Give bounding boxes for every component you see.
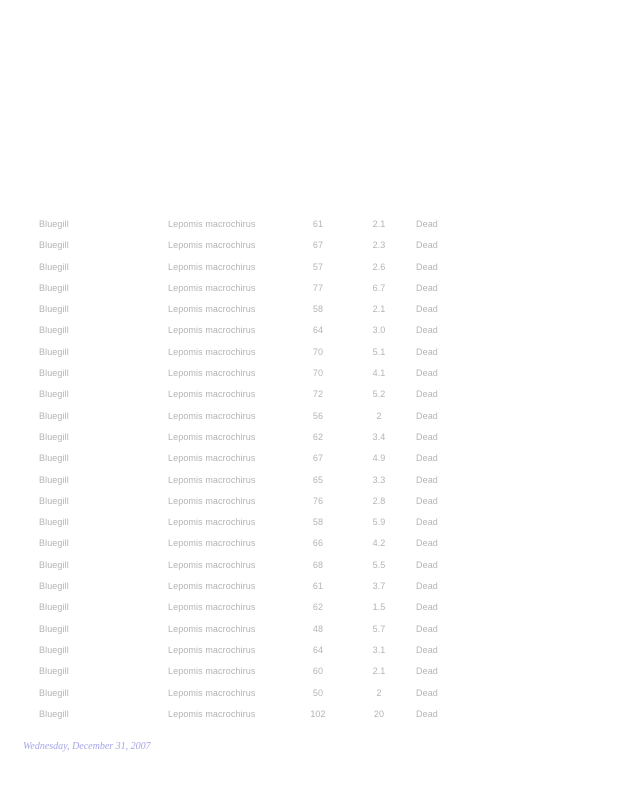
scientific-name-cell: Lepomis macrochirus xyxy=(168,538,256,549)
scientific-name-cell: Lepomis macrochirus xyxy=(168,666,256,677)
weight-cell: 1.5 xyxy=(372,602,386,613)
common-name-cell: Bluegill xyxy=(39,453,69,464)
status-cell: Dead xyxy=(416,304,438,315)
common-name-cell: Bluegill xyxy=(39,219,69,229)
table-row xyxy=(0,447,618,468)
table-row xyxy=(0,256,618,277)
scientific-name-cell: Lepomis macrochirus xyxy=(168,687,256,698)
scientific-name-cell: Lepomis macrochirus xyxy=(168,304,256,315)
length-cell: 67 xyxy=(312,240,324,251)
common-name-cell: Bluegill xyxy=(39,559,69,570)
table-row xyxy=(0,405,618,426)
common-name-cell: Bluegill xyxy=(39,581,69,592)
common-name-cell: Bluegill xyxy=(39,708,69,719)
scientific-name-cell: Lepomis macrochirus xyxy=(168,431,256,442)
scientific-name-cell: Lepomis macrochirus xyxy=(168,602,256,613)
table-row xyxy=(0,618,618,639)
weight-cell: 2.8 xyxy=(372,495,386,506)
length-cell: 68 xyxy=(312,559,324,570)
weight-cell: 4.1 xyxy=(372,368,386,379)
scientific-name-cell: Lepomis macrochirus xyxy=(168,644,256,655)
status-cell: Dead xyxy=(416,410,438,421)
status-cell: Dead xyxy=(416,602,438,613)
table-row xyxy=(0,383,618,404)
status-cell: Dead xyxy=(416,666,438,677)
length-cell: 67 xyxy=(312,453,324,464)
weight-cell: 2 xyxy=(376,687,382,698)
table-row xyxy=(0,234,618,255)
status-cell: Dead xyxy=(416,389,438,400)
common-name-cell: Bluegill xyxy=(39,304,69,315)
table-row xyxy=(0,682,618,703)
length-cell: 57 xyxy=(312,261,324,272)
length-cell: 102 xyxy=(310,708,326,719)
table-row xyxy=(0,213,618,234)
weight-cell: 2 xyxy=(376,410,382,421)
length-cell: 60 xyxy=(312,666,324,677)
scientific-name-cell: Lepomis macrochirus xyxy=(168,261,256,272)
scientific-name-cell: Lepomis macrochirus xyxy=(168,240,256,251)
scientific-name-cell: Lepomis macrochirus xyxy=(168,368,256,379)
status-cell: Dead xyxy=(416,644,438,655)
common-name-cell: Bluegill xyxy=(39,517,69,528)
weight-cell: 2.1 xyxy=(372,219,386,229)
common-name-cell: Bluegill xyxy=(39,666,69,677)
weight-cell: 20 xyxy=(373,708,385,719)
length-cell: 58 xyxy=(312,517,324,528)
length-cell: 62 xyxy=(312,431,324,442)
common-name-cell: Bluegill xyxy=(39,538,69,549)
length-cell: 58 xyxy=(312,304,324,315)
common-name-cell: Bluegill xyxy=(39,261,69,272)
scientific-name-cell: Lepomis macrochirus xyxy=(168,708,256,719)
weight-cell: 2.6 xyxy=(372,261,386,272)
scientific-name-cell: Lepomis macrochirus xyxy=(168,282,256,293)
status-cell: Dead xyxy=(416,687,438,698)
weight-cell: 3.7 xyxy=(372,581,386,592)
length-cell: 48 xyxy=(312,623,324,634)
footer-date: Wednesday, December 31, 2007 xyxy=(23,741,151,752)
scientific-name-cell: Lepomis macrochirus xyxy=(168,559,256,570)
weight-cell: 4.9 xyxy=(372,453,386,464)
common-name-cell: Bluegill xyxy=(39,389,69,400)
table-row xyxy=(0,319,618,340)
weight-cell: 2.1 xyxy=(372,304,386,315)
common-name-cell: Bluegill xyxy=(39,368,69,379)
length-cell: 76 xyxy=(312,495,324,506)
length-cell: 61 xyxy=(312,219,324,229)
weight-cell: 5.2 xyxy=(372,389,386,400)
common-name-cell: Bluegill xyxy=(39,602,69,613)
status-cell: Dead xyxy=(416,431,438,442)
status-cell: Dead xyxy=(416,474,438,485)
table-row xyxy=(0,298,618,319)
table-row xyxy=(0,639,618,660)
status-cell: Dead xyxy=(416,261,438,272)
status-cell: Dead xyxy=(416,495,438,506)
status-cell: Dead xyxy=(416,623,438,634)
status-cell: Dead xyxy=(416,581,438,592)
length-cell: 72 xyxy=(312,389,324,400)
status-cell: Dead xyxy=(416,240,438,251)
table-row xyxy=(0,277,618,298)
status-cell: Dead xyxy=(416,708,438,719)
length-cell: 62 xyxy=(312,602,324,613)
weight-cell: 5.7 xyxy=(372,623,386,634)
status-cell: Dead xyxy=(416,453,438,464)
weight-cell: 5.1 xyxy=(372,346,386,357)
table-row xyxy=(0,511,618,532)
scientific-name-cell: Lepomis macrochirus xyxy=(168,410,256,421)
status-cell: Dead xyxy=(416,219,438,229)
weight-cell: 3.0 xyxy=(372,325,386,336)
common-name-cell: Bluegill xyxy=(39,623,69,634)
scientific-name-cell: Lepomis macrochirus xyxy=(168,219,256,229)
table-row xyxy=(0,575,618,596)
weight-cell: 4.2 xyxy=(372,538,386,549)
status-cell: Dead xyxy=(416,325,438,336)
weight-cell: 5.5 xyxy=(372,559,386,570)
scientific-name-cell: Lepomis macrochirus xyxy=(168,517,256,528)
status-cell: Dead xyxy=(416,559,438,570)
table-row xyxy=(0,554,618,575)
table-row xyxy=(0,596,618,617)
scientific-name-cell: Lepomis macrochirus xyxy=(168,453,256,464)
common-name-cell: Bluegill xyxy=(39,644,69,655)
status-cell: Dead xyxy=(416,368,438,379)
table-row xyxy=(0,362,618,383)
weight-cell: 2.1 xyxy=(372,666,386,677)
table-row xyxy=(0,490,618,511)
length-cell: 56 xyxy=(312,410,324,421)
scientific-name-cell: Lepomis macrochirus xyxy=(168,581,256,592)
table-row xyxy=(0,532,618,553)
weight-cell: 2.3 xyxy=(372,240,386,251)
common-name-cell: Bluegill xyxy=(39,495,69,506)
common-name-cell: Bluegill xyxy=(39,325,69,336)
table-row xyxy=(0,426,618,447)
table-row xyxy=(0,469,618,490)
scientific-name-cell: Lepomis macrochirus xyxy=(168,389,256,400)
status-cell: Dead xyxy=(416,282,438,293)
common-name-cell: Bluegill xyxy=(39,474,69,485)
length-cell: 64 xyxy=(312,644,324,655)
status-cell: Dead xyxy=(416,517,438,528)
scientific-name-cell: Lepomis macrochirus xyxy=(168,346,256,357)
length-cell: 70 xyxy=(312,368,324,379)
fish-data-table xyxy=(0,213,618,724)
common-name-cell: Bluegill xyxy=(39,410,69,421)
status-cell: Dead xyxy=(416,346,438,357)
scientific-name-cell: Lepomis macrochirus xyxy=(168,495,256,506)
table-row xyxy=(0,660,618,681)
scientific-name-cell: Lepomis macrochirus xyxy=(168,325,256,336)
weight-cell: 6.7 xyxy=(372,282,386,293)
common-name-cell: Bluegill xyxy=(39,687,69,698)
table-row xyxy=(0,703,618,724)
common-name-cell: Bluegill xyxy=(39,282,69,293)
weight-cell: 3.1 xyxy=(372,644,386,655)
length-cell: 70 xyxy=(312,346,324,357)
scientific-name-cell: Lepomis macrochirus xyxy=(168,623,256,634)
common-name-cell: Bluegill xyxy=(39,240,69,251)
common-name-cell: Bluegill xyxy=(39,431,69,442)
weight-cell: 3.3 xyxy=(372,474,386,485)
table-row xyxy=(0,341,618,362)
common-name-cell: Bluegill xyxy=(39,346,69,357)
length-cell: 50 xyxy=(312,687,324,698)
status-cell: Dead xyxy=(416,538,438,549)
scientific-name-cell: Lepomis macrochirus xyxy=(168,474,256,485)
weight-cell: 3.4 xyxy=(372,431,386,442)
length-cell: 61 xyxy=(312,581,324,592)
weight-cell: 5.9 xyxy=(372,517,386,528)
length-cell: 66 xyxy=(312,538,324,549)
length-cell: 77 xyxy=(312,282,324,293)
length-cell: 64 xyxy=(312,325,324,336)
length-cell: 65 xyxy=(312,474,324,485)
